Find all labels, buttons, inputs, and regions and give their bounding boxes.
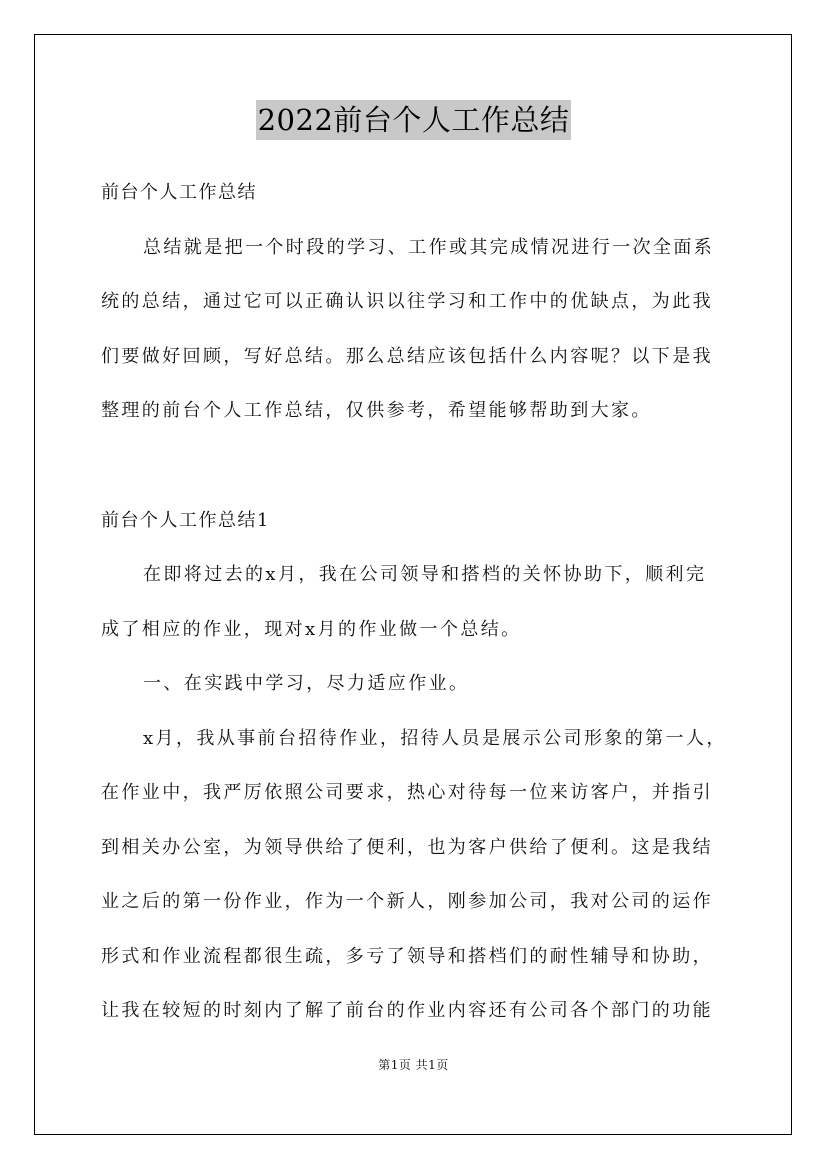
text-line: 成了相应的作业，现对x月的作业做一个总结。 xyxy=(101,618,522,640)
document-title: 2022前台个人工作总结 xyxy=(256,100,572,140)
text-line: 到相关办公室，为领导供给了便利，也为客户供给了便利。这是我结 xyxy=(101,836,713,858)
text-line: 让我在较短的时刻内了解了前台的作业内容还有公司各个部门的功能 xyxy=(101,1000,713,1021)
section-heading: 前台个人工作总结1 xyxy=(101,509,270,531)
text-line: 一、在实践中学习，尽力适应作业。 xyxy=(143,673,470,694)
text-line: 在即将过去的x月，我在公司领导和搭档的关怀协助下，顺利完 xyxy=(143,564,707,585)
text-line: 形式和作业流程都很生疏，多亏了领导和搭档们的耐性辅导和协助， xyxy=(101,945,713,967)
text-line: 业之后的第一份作业，作为一个新人，刚参加公司，我对公司的运作 xyxy=(101,891,713,912)
text-line: 总结就是把一个时段的学习、工作或其完成情况进行一次全面系 xyxy=(143,236,715,258)
text-line: 们要做好回顾，写好总结。那么总结应该包括什么内容呢？以下是我 xyxy=(101,345,713,367)
blank-line xyxy=(101,443,731,498)
text-line: 在作业中，我严厉依照公司要求，热心对待每一位来访客户，并指引 xyxy=(101,782,713,803)
text-line: 统的总结，通过它可以正确认识以往学习和工作中的优缺点，为此我 xyxy=(101,291,713,312)
text-line: 整理的前台个人工作总结，仅供参考，希望能够帮助到大家。 xyxy=(101,400,652,421)
title-container xyxy=(0,100,827,140)
page-footer: 第1页 共1页 xyxy=(378,1058,449,1072)
text-line: x月，我从事前台招待作业，招待人员是展示公司形象的第一人， xyxy=(143,727,727,749)
section-heading: 前台个人工作总结 xyxy=(101,182,257,203)
document-body xyxy=(101,170,731,1043)
